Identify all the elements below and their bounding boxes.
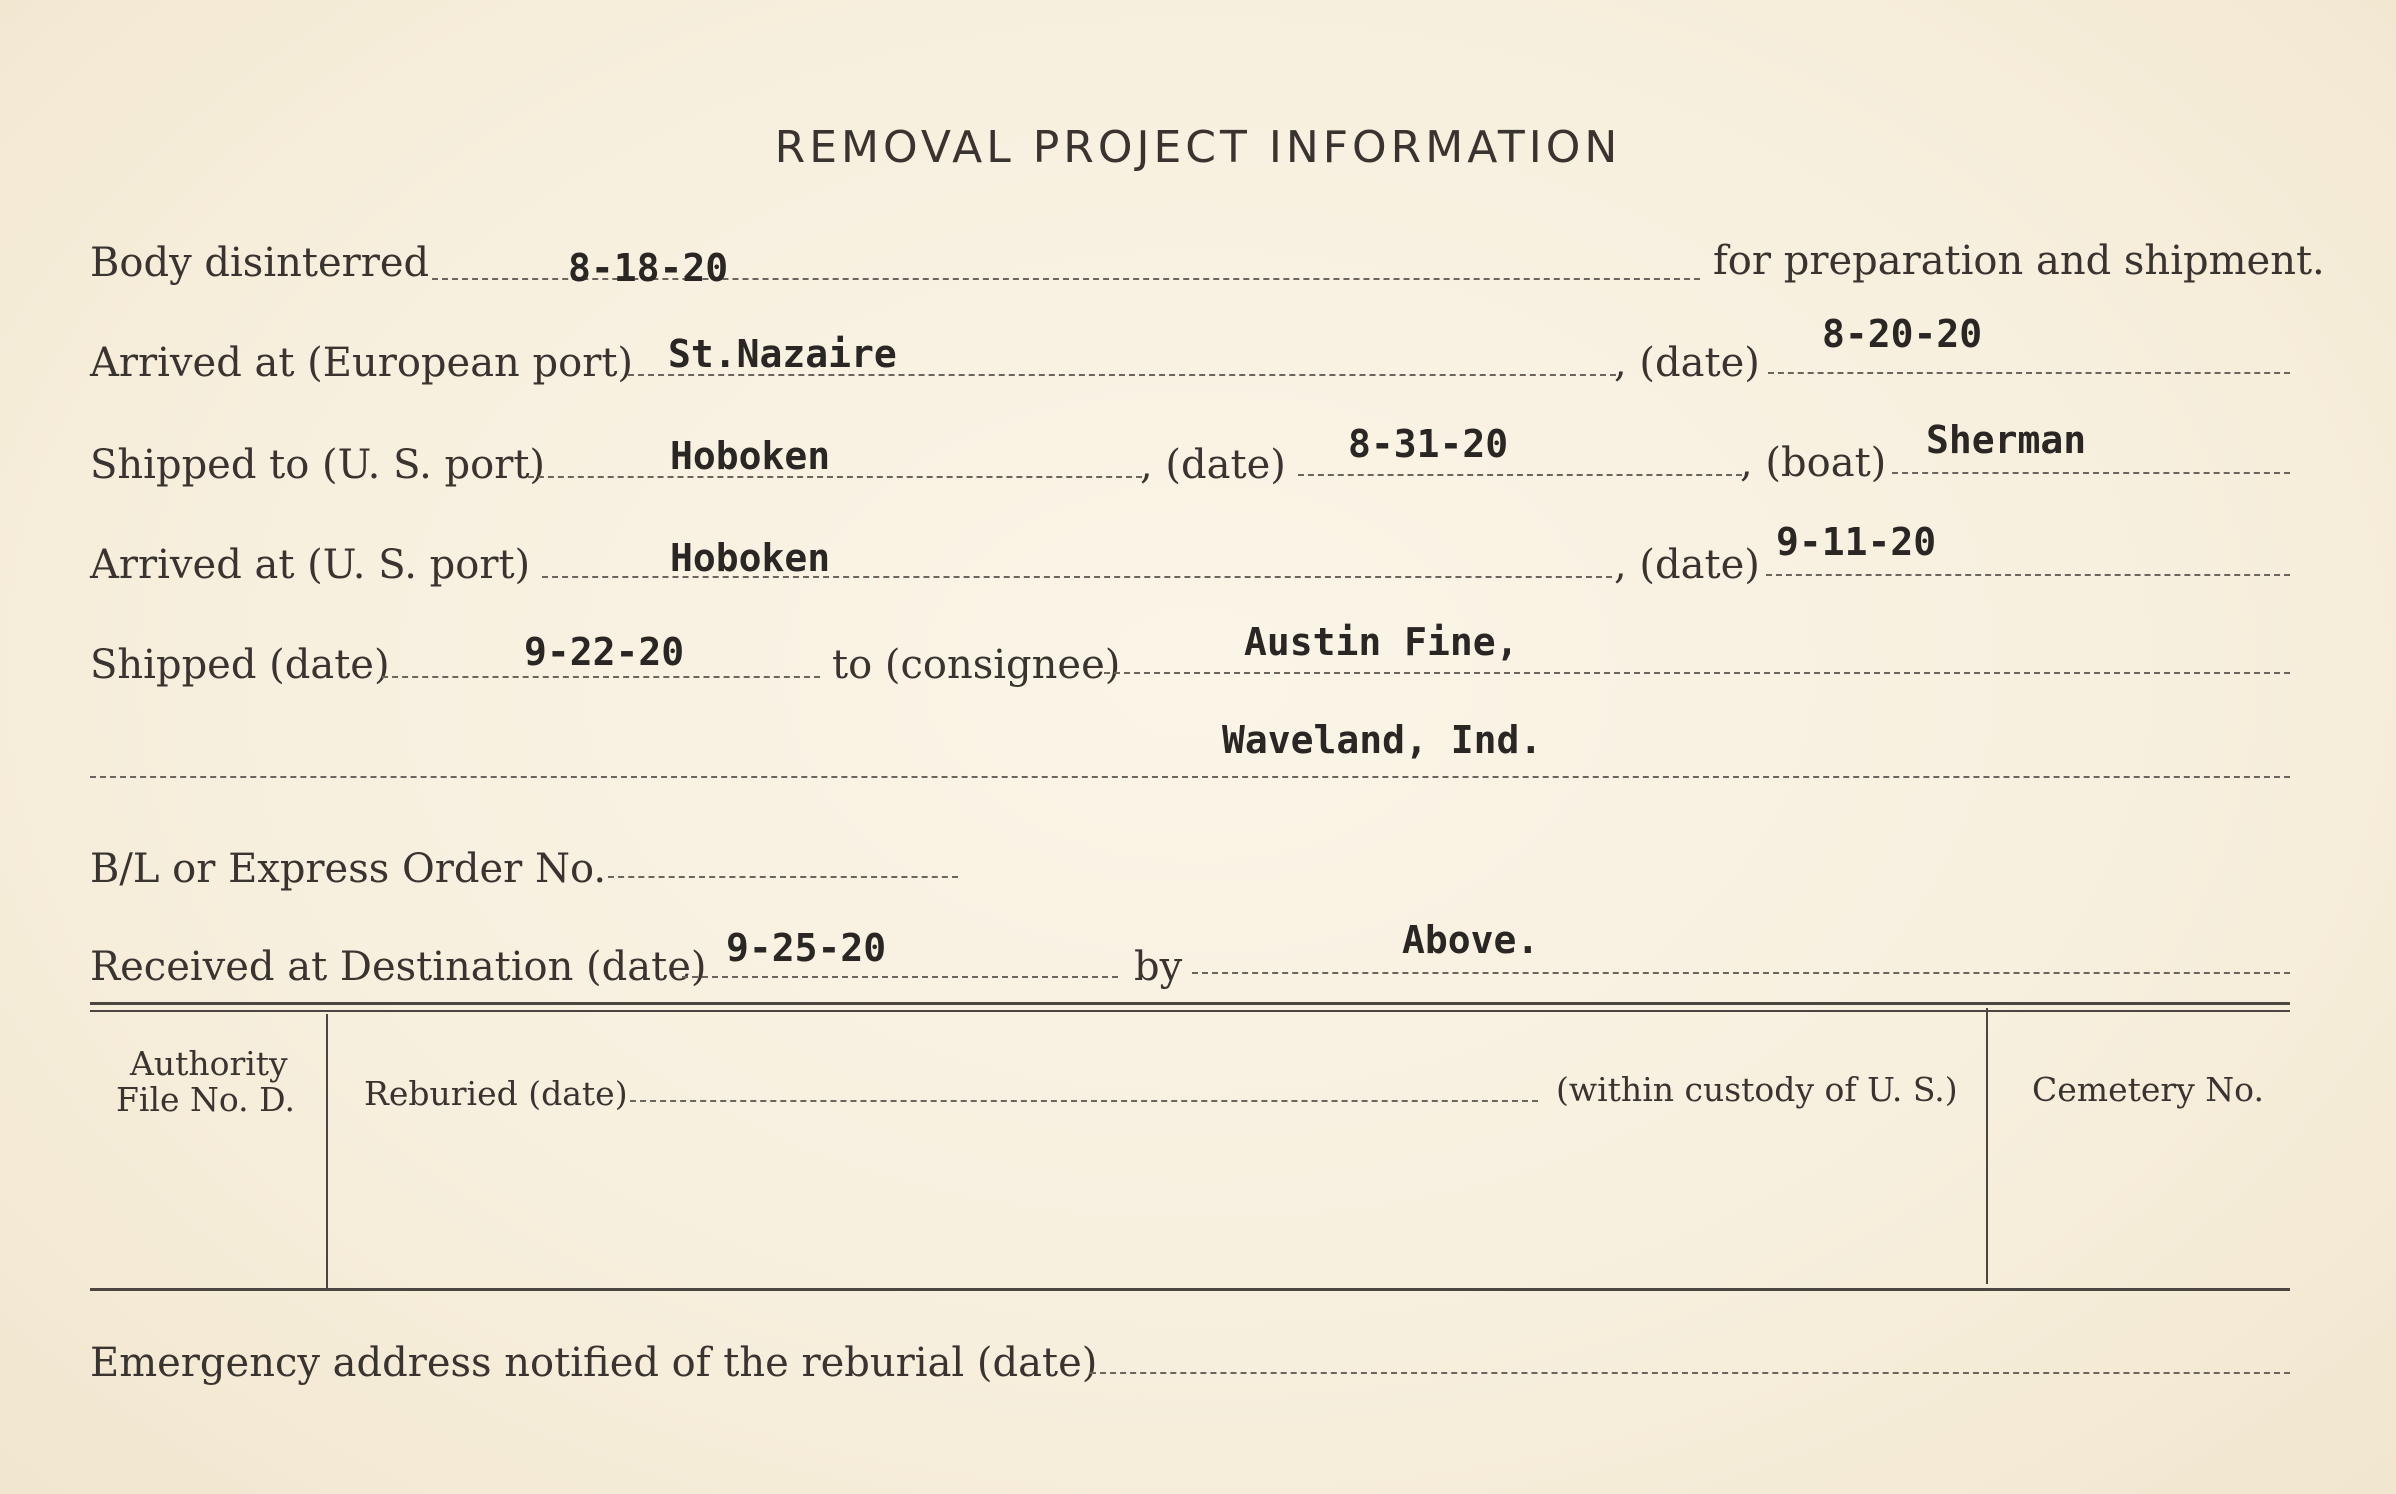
authority-file-label: File No. D. xyxy=(116,1080,295,1119)
shipped-us-port-line xyxy=(528,476,1142,478)
shipped-us-boat-line xyxy=(1892,472,2290,474)
arrived-us-date: 9-11-20 xyxy=(1776,520,1937,564)
reburied-line xyxy=(630,1100,1538,1102)
bl-label: B/L or Express Order No. xyxy=(90,846,607,892)
custody-label: (within custody of U. S.) xyxy=(1556,1070,1958,1109)
consignee-line xyxy=(1104,672,2290,674)
table-divider-left xyxy=(326,1014,328,1288)
emergency-label: Emergency address notified of the reburial (date) xyxy=(90,1340,1098,1386)
consignee-label: to (consignee) xyxy=(832,642,1121,688)
cemetery-label: Cemetery No. xyxy=(2032,1070,2264,1109)
card-title: REMOVAL PROJECT INFORMATION xyxy=(774,122,1622,173)
shipped-us-date-line xyxy=(1298,474,1742,476)
received-by: Above. xyxy=(1402,918,1540,962)
authority-label: Authority xyxy=(130,1044,288,1083)
consignee-address: Waveland, Ind. xyxy=(1222,718,1543,762)
arrived-eu-date: 8-20-20 xyxy=(1822,312,1983,356)
shipped-us-port: Hoboken xyxy=(670,434,831,478)
shipped-date-line xyxy=(382,676,820,678)
disinterred-suffix: for preparation and shipment. xyxy=(1713,238,2325,284)
arrived-us-label: Arrived at (U. S. port) xyxy=(90,542,531,588)
shipped-us-boat: Sherman xyxy=(1926,418,2087,462)
shipped-us-date: 8-31-20 xyxy=(1348,422,1509,466)
received-by-label: by xyxy=(1134,944,1183,990)
arrived-eu-port: St.Nazaire xyxy=(668,332,897,376)
arrived-us-date-line xyxy=(1766,574,2290,576)
bl-line xyxy=(608,876,958,878)
emergency-line xyxy=(1090,1372,2290,1374)
shipped-date: 9-22-20 xyxy=(524,630,685,674)
reburied-label: Reburied (date) xyxy=(364,1074,628,1113)
shipped-us-label: Shipped to (U. S. port) xyxy=(90,442,545,488)
table-top-rule-inner xyxy=(90,1010,2290,1012)
shipped-us-boat-label: , (boat) xyxy=(1740,440,1887,486)
shipped-us-date-label: , (date) xyxy=(1140,442,1286,488)
received-date-line xyxy=(682,976,1118,978)
table-top-rule xyxy=(90,1002,2290,1005)
shipped-label: Shipped (date) xyxy=(90,642,390,688)
arrived-us-port: Hoboken xyxy=(670,536,831,580)
disinterred-date: 8-18-20 xyxy=(568,246,729,290)
received-label: Received at Destination (date) xyxy=(90,944,707,990)
arrived-eu-date-label: , (date) xyxy=(1614,340,1760,386)
consignee-name: Austin Fine, xyxy=(1244,620,1519,664)
table-bottom-rule xyxy=(90,1288,2290,1291)
arrived-us-date-label: , (date) xyxy=(1614,542,1760,588)
received-by-line xyxy=(1192,972,2290,974)
received-date: 9-25-20 xyxy=(726,926,887,970)
arrived-eu-date-line xyxy=(1768,372,2290,374)
arrived-eu-label: Arrived at (European port) xyxy=(90,340,634,386)
table-divider-right xyxy=(1986,1008,1988,1284)
disinterred-label: Body disinterred xyxy=(90,240,430,286)
consignee-address-line xyxy=(90,776,2290,778)
